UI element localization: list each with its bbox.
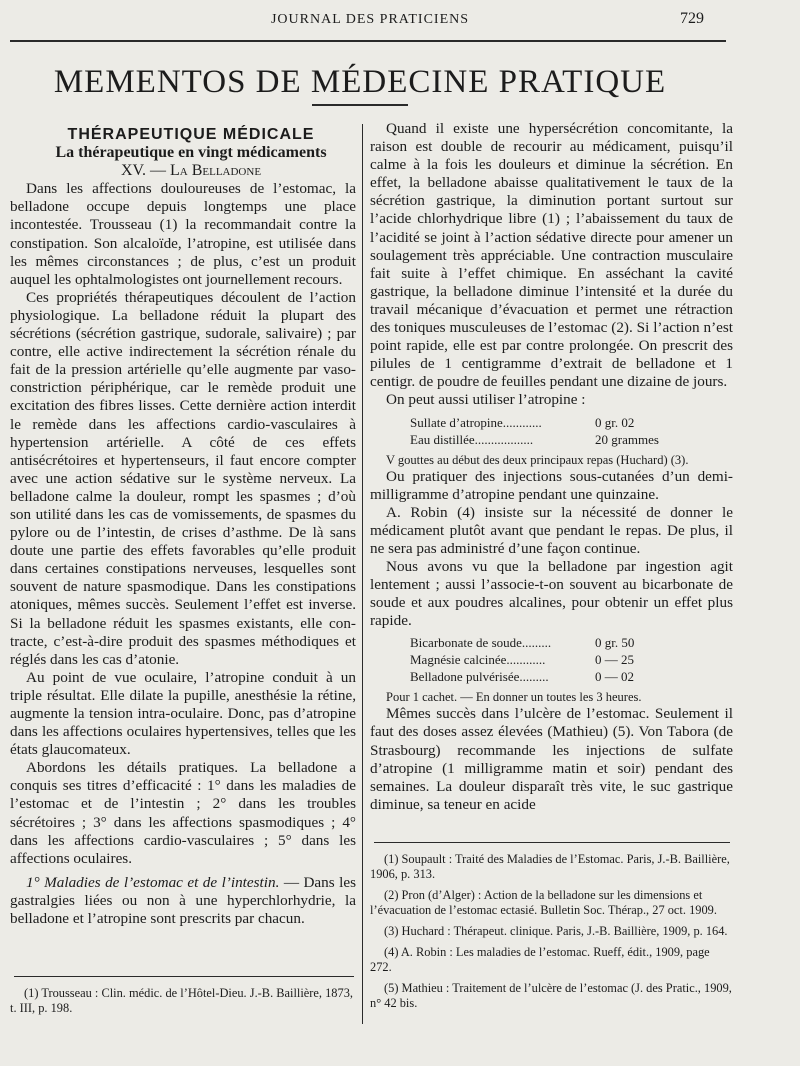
formula-row: Magnésie calcinée............ 0 — 25 — [410, 652, 634, 668]
chapter-number: XV. — — [120, 162, 166, 180]
right-footnotes — [370, 852, 733, 1017]
article-subtitle: La thérapeutique en vingt médicaments — [55, 144, 327, 162]
chapter-name: La Belladone — [170, 162, 262, 180]
page-header — [0, 10, 800, 34]
right-column — [370, 120, 733, 814]
journal-name: JOURNAL DES PRATICIENS — [270, 12, 470, 27]
paragraph: Ou pratiquer des injections sous-cutanées d’un demi-milligramme d’atropine pendant une quinzaine. — [370, 467, 733, 503]
formula-row: Bicarbonate de soude......... 0 gr. 50 — [410, 635, 635, 651]
title-underline — [312, 104, 408, 106]
paragraph: On peut aussi utiliser l’atropine : — [386, 391, 586, 409]
page-title: MEMENTOS DE MÉDECINE PRATIQUE — [53, 64, 667, 100]
formula-note: V gouttes au début des deux principaux repas (Huchard) (3). — [386, 452, 689, 467]
paragraph: Abordons les détails pratiques. La belladone a conquis ses titres d’efficacité : 1° dans les maladies de l’estomac et de l’intestin ; 2° dans les troubles sécrétoires ; 3° dans les affections spasmodiques ; 4° dans les affections cardio-vasculaires ; 5° dans les affections oculaires. — [10, 759, 356, 867]
paragraph: Ces propriétés thérapeutiques découlent de l’action physiologique. La belladone réduit la plupart des sécrétions (sécrétion gastrique, sudorale, salivaire) ; par contre, elle active indirectement la sécrétion rénale du fait de la pression artérielle qu’elle augmente par vaso-constriction périphérique, car le remède produit une excitation des fibres lisses. Cette dernière action interdit le remède dans les affections cardio-vasculaires à hypertension artérielle. A côté de ces effets antisécrétoires et hypertenseurs, il faut encore compter avec une action sédative sur le système nerveux. La belladone calme la douleur, rompt les spasmes ; d’où son utilité dans les cas de vomissements, de spasmes du pylore ou de l’intestin, de crises d’asthme. De là sans doute une partie des effets favorables qu’elle produit dans certaines constipations nerveuses, lesquelles sont souvent de nature spasmodique. Dans les constipations atoniques, mêmes succès. Seulement l’effet est inverse. Si la belladone réduit les spasmes existants, elle con-tracte, c’est-à-dire produit des spasmes méthodiques et réglés dans les cas d’atonie. — [10, 288, 356, 668]
page-number: 729 — [680, 10, 704, 27]
prescription-formula — [410, 634, 733, 685]
footnote: (1) Soupault : Traité des Maladies de l’Estomac. Paris, J.-B. Baillière, 1906, p. 313. — [370, 852, 730, 881]
formula-row: Sullate d’atropine............ 0 gr. 02 — [410, 414, 635, 430]
footnote-rule — [14, 976, 354, 977]
paragraph: A. Robin (4) insiste sur la nécessité de donner le médicament plutôt avant que pendant le repas. De plus, il ne sera pas administré d’une façon continue. — [370, 503, 733, 557]
paragraph: Nous avons vu que la belladone par ingestion agit lentement ; aussi l’associe-t-on souvent au bicarbonate de soude et aux poudres alcalines, pour obtenir un effet plus rapide. — [370, 557, 733, 630]
paragraph: Dans les affections douloureuses de l’estomac, la belladone occupe depuis longtemps une place incontestée. Trousseau (1) la recommandait contre la constipation. Son alcaloïde, l’atropine, est utilisée dans les mêmes circonstances ; de plus, c’est un produit auquel les ophtalmologistes ont journellement recours. — [10, 180, 356, 288]
header-rule — [10, 40, 726, 42]
paragraph: Mêmes succès dans l’ulcère de l’estomac. Seulement il faut des doses assez élevées (Mathieu) (5). Von Tabora (de Strasbourg) recommande les injections de sulfate d’atropine (1 milligramme matin et soir) pendant des semaines. La douleur disparaît très vite, le suc gastrique diminue, sa teneur en acide — [370, 705, 733, 813]
left-footnotes — [10, 986, 356, 1022]
section-heading: THÉRAPEUTIQUE MÉDICALE — [67, 126, 315, 143]
chapter-heading — [10, 162, 356, 180]
paragraph: Au point de vue oculaire, l’atropine conduit à un triple résultat. Elle dilate la pupille, anesthésie la rétine, augmente la tension intra-oculaire. Donc, pas d’atropine dans les affections oculaires hypertensives, telles que les états glaucomateux. — [10, 668, 356, 759]
footnote: (4) A. Robin : Les maladies de l’estomac. Rueff, édit., 1909, page 272. — [370, 945, 710, 974]
formula-row: Eau distillée.................. 20 grammes — [410, 431, 659, 447]
footnote-rule — [374, 842, 730, 843]
formula-row: Belladone pulvérisée......... 0 — 02 — [410, 669, 634, 685]
footnote: (1) Trousseau : Clin. médic. de l’Hôtel-Dieu. J.-B. Baillière, 1873, t. III, p. 198. — [10, 986, 353, 1015]
prescription-formula — [410, 414, 733, 448]
footnote: (3) Huchard : Thérapeut. clinique. Paris, J.-B. Baillière, 1909, p. 164. — [384, 924, 728, 938]
paragraph: Quand il existe une hypersécrétion concomitante, la raison est double de recourir au médicament, puisqu’il calme à la fois les douleurs et diminue la sécrétion. En effet, la belladone abaisse qualitativement le taux de la sécrétion gastrique, la diminution portant surtout sur l’acide chlorhydrique libre (1) ; l’abaissement du taux de l’acidité se joint à l’action sédative directe pour amener un soulagement très appréciable. Une contraction musculaire fait suite à l’effet chimique. En asséchant la cavité gastrique, la belladone diminue l’intensité et la durée du travail mécanique d’évacuation et permet une rétraction des toniques musculeuses de l’estomac (2). Si l’action n’est point rapide, elle est par contre prolongée. On prescrit des pilules de 1 centigramme d’extrait de belladone et 1 centigr. de poudre de feuilles pendant une dizaine de jours. — [370, 120, 733, 391]
footnote: (5) Mathieu : Traitement de l’ulcère de l’estomac (J. des Pratic., 1909, n° 42 bis. — [370, 981, 732, 1010]
subsection-title: 1° Maladies de l’estomac et de l’intestin. — [26, 873, 280, 891]
footnote: (2) Pron (d’Alger) : Action de la belladone sur les dimensions et l’évacuation de l’estomac ectasié. Bulletin Soc. Thérap., 27 oct. 1909. — [370, 888, 717, 917]
formula-note: Pour 1 cachet. — En donner un toutes les 3 heures. — [386, 690, 642, 705]
left-column — [10, 126, 356, 928]
subsection-text: — Dans les gastralgies liées ou non à une hyperchlorhydrie, la belladone et l’atropine sont prescrits par chacun. — [10, 873, 357, 928]
paragraph — [10, 874, 356, 928]
column-divider — [362, 124, 363, 1024]
